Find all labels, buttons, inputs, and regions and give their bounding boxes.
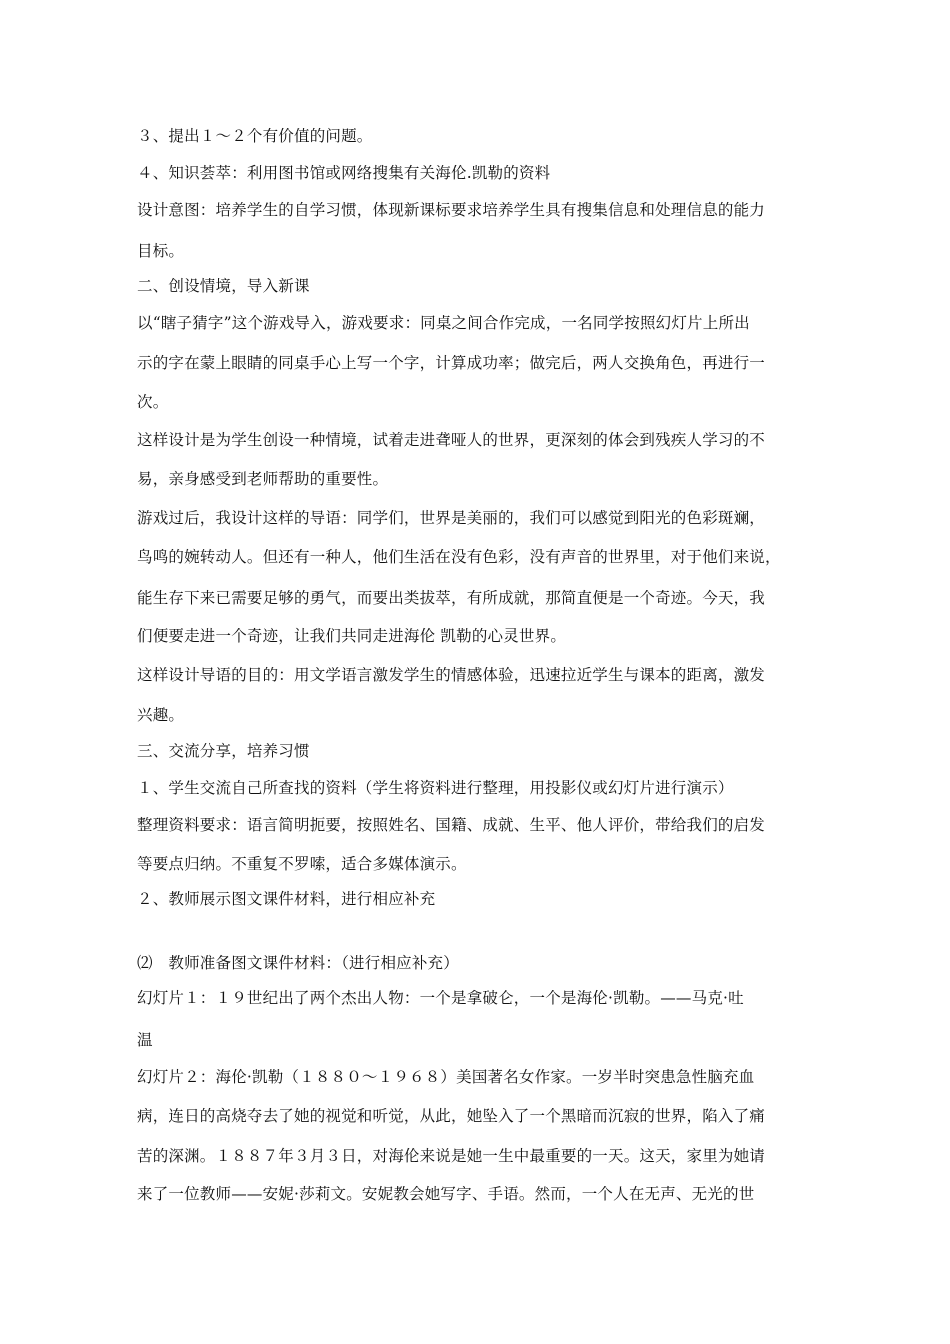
text-line: 易，亲身感受到老师帮助的重要性。 [137,470,389,488]
text-line: １、学生交流自己所查找的资料（学生将资料进行整理，用投影仪或幻灯片进行演示） [137,779,734,797]
text-line: 们便要走进一个奇迹，让我们共同走进海伦 凯勒的心灵世界。 [137,627,567,645]
section-heading: 三、交流分享，培养习惯 [137,742,310,760]
text-line: 示的字在蒙上眼睛的同桌手心上写一个字，计算成功率；做完后，两人交换角色，再进行一 [137,354,766,372]
text-line: 设计意图：培养学生的自学习惯，体现新课标要求培养学生具有搜集信息和处理信息的能力 [137,201,766,219]
text-line: 鸟鸣的婉转动人。但还有一种人，他们生活在没有色彩，没有声音的世界里，对于他们来说， [137,548,781,566]
text-line: 兴趣。 [137,706,185,724]
text-line: 病，连日的高烧夺去了她的视觉和听觉，从此，她坠入了一个黑暗而沉寂的世界，陷入了痛 [137,1107,766,1125]
text-line: 这样设计导语的目的：用文学语言激发学生的情感体验，迅速拉近学生与课本的距离，激发 [137,666,766,684]
text-line: ⑵ 教师准备图文课件材料：（进行相应补充） [137,954,459,972]
text-line: 游戏过后，我设计这样的导语：同学们，世界是美丽的，我们可以感觉到阳光的色彩斑斓， [137,509,766,527]
text-line: 次。 [137,393,169,411]
text-line: 目标。 [137,242,185,260]
text-line: 来了一位教师——安妮·莎莉文。安妮教会她写字、手语。然而，一个人在无声、无光的世 [137,1185,755,1203]
text-line: 温 [137,1031,153,1049]
text-line: 能生存下来已需要足够的勇气，而要出类拔萃，有所成就，那简直便是一个奇迹。今天，我 [137,589,766,607]
section-heading: 二、创设情境，导入新课 [137,277,310,295]
text-line: 苦的深渊。１８８７年３月３日，对海伦来说是她一生中最重要的一天。这天，家里为她请 [137,1147,766,1165]
text-line: ３、提出１～２个有价值的问题。 [137,127,373,145]
text-line: 等要点归纳。不重复不罗嗦，适合多媒体演示。 [137,855,467,873]
text-line: 这样设计是为学生创设一种情境，试着走进聋哑人的世界，更深刻的体会到残疾人学习的不 [137,431,766,449]
text-line: 以“瞎子猜字”这个游戏导入，游戏要求：同桌之间合作完成，一名同学按照幻灯片上所出 [137,314,750,332]
text-line: 整理资料要求：语言简明扼要，按照姓名、国籍、成就、生平、他人评价，带给我们的启发 [137,816,766,834]
text-line: 幻灯片１：１９世纪出了两个杰出人物：一个是拿破仑，一个是海伦·凯勒。——马克·吐 [137,989,744,1007]
text-line: ２、教师展示图文课件材料，进行相应补充 [137,890,436,908]
text-line: 幻灯片２：海伦·凯勒（１８８０～１９６８）美国著名女作家。一岁半时突患急性脑充血 [137,1068,755,1086]
text-line: ４、知识荟萃：利用图书馆或网络搜集有关海伦.凯勒的资料 [137,164,551,182]
